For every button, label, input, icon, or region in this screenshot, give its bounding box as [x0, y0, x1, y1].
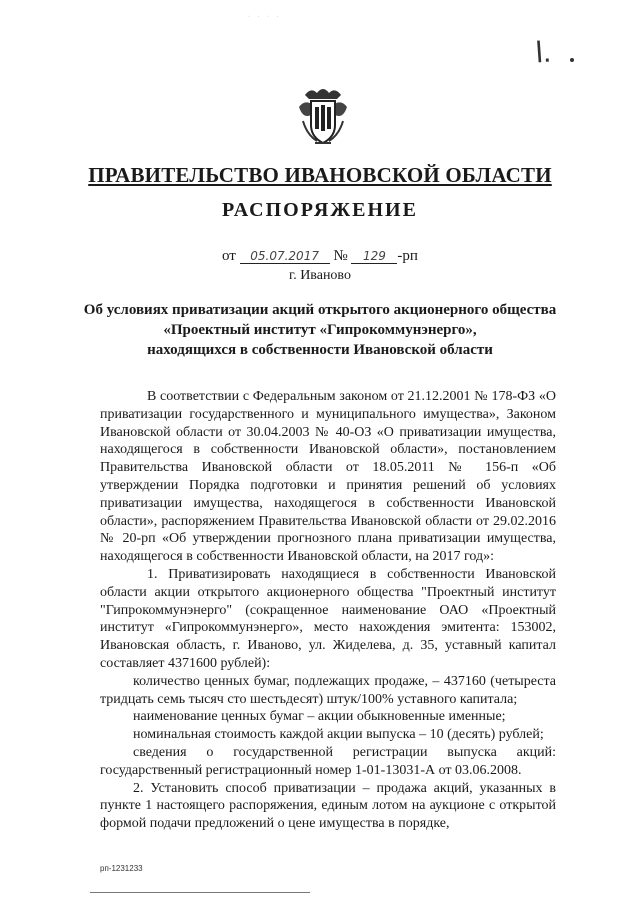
scan-speck: · · · · — [248, 14, 282, 20]
subject-line: Об условиях приватизации акций открытого акционерного общества — [83, 302, 557, 318]
footer-document-code: рп-1231233 — [100, 864, 143, 873]
document-body — [100, 388, 556, 833]
registration-paragraph: сведения о государственной регистрации выпуска акций: государственный регистрационный номер 1-01-13031-А от 03.06.2008. — [100, 744, 556, 778]
handwritten-number: 129 — [351, 249, 397, 264]
footer-line — [90, 892, 310, 893]
nominal-value-paragraph: номинальная стоимость каждой акции выпуска – 10 (десять) рублей; — [133, 727, 544, 743]
document-subject — [40, 300, 600, 360]
city-line: г. Иваново — [289, 268, 351, 283]
coat-of-arms-icon — [297, 85, 349, 147]
quantity-paragraph: количество ценных бумаг, подлежащих продаже, – 437160 (четыреста тридцать семь тысяч сто шестьдесят) штук/100% уставного капитала; — [100, 673, 556, 707]
document-type-heading: РАСПОРЯЖЕНИЕ — [222, 199, 418, 221]
date-prefix: от — [222, 248, 236, 264]
subject-line: «Проектный институт «Гипрокоммунэнерго», — [163, 322, 477, 338]
number-sign: № — [333, 248, 348, 264]
government-title: ПРАВИТЕЛЬСТВО ИВАНОВСКОЙ ОБЛАСТИ — [88, 163, 552, 187]
item-1-paragraph: 1. Приватизировать находящиеся в собственности Ивановской области акции открытого акционерного общества "Проектный институт "Гипрокоммунэнерго" (сокращенное наименование ОАО «Проектный институт «Гипрокоммунэнерго», место нахождения эмитента: 153002, Ивановская область, г. Иваново, ул. Жиделева, д. 35, уставный капитал составляет 4371600 рублей): — [100, 566, 556, 671]
subject-line: находящихся в собственности Ивановской области — [147, 342, 493, 358]
item-2-paragraph: 2. Установить способ приватизации – продажа акций, указанных в пункте 1 настоящего распоряжения, единым лотом на аукционе с открытой формой подачи предложений о цене имущества в порядке, — [100, 780, 556, 832]
number-suffix: -рп — [397, 248, 418, 264]
corner-dot — [570, 58, 574, 62]
security-name-paragraph: наименование ценных бумаг – акции обыкновенные именные; — [133, 709, 506, 725]
handwritten-date: 05.07.2017 — [240, 249, 330, 264]
preamble-paragraph: В соответствии с Федеральным законом от 21.12.2001 № 178-ФЗ «О приватизации государственного и муниципального имущества», Законом Ивановской области от 30.04.2003 № 40-ОЗ «О приватизации имущества, находящегося в собственности Ивановской области», постановлением Правительства Ивановской области от 18.05.2011 № 156-п «Об утверждении Порядка подготовки и принятия решений об условиях приватизации имущества, находящегося в собственности Ивановской области», распоряжением Правительства Ивановской области от 29.02.2016 № 20-рп «Об утверждении прогнозного плана приватизации имущества, находящегося в собственности Ивановской области, на 2017 год»: — [100, 389, 556, 565]
corner-handwritten-mark: l. — [534, 35, 553, 70]
date-number-line — [222, 248, 418, 265]
